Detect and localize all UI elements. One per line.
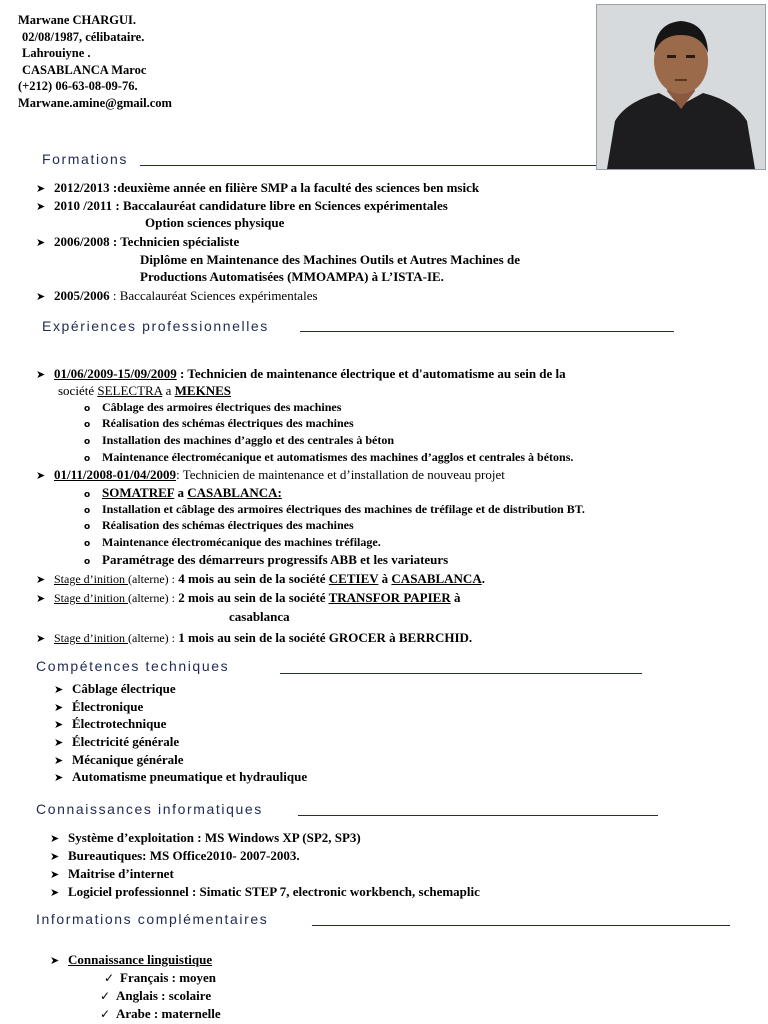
formation-item: ➤ 2006/2008 : Technicien spécialiste	[36, 234, 240, 249]
stage-item: ➤ Stage d’inition (alterne) : 1 mois au sein de la société GROCER à BERRCHID.	[36, 630, 473, 645]
section-rule-formations	[140, 165, 596, 166]
experience-task: o Réalisation des schémas électriques des machines	[84, 517, 354, 536]
arrow-bullet-icon: ➤	[54, 701, 64, 714]
arrow-bullet-icon: ➤	[36, 236, 46, 249]
experience-company-line: o SOMATREF a CASABLANCA:	[84, 484, 282, 504]
arrow-bullet-icon: ➤	[50, 886, 60, 899]
section-title-informatique: Connaissances informatiques	[36, 801, 263, 817]
arrow-bullet-icon: ➤	[36, 290, 46, 303]
language-item: ✓ Arabe : maternelle	[100, 1006, 221, 1021]
checkmark-icon: ✓	[100, 989, 111, 1003]
circle-bullet-icon: o	[84, 557, 91, 567]
competence-item: ➤ Automatisme pneumatique et hydraulique	[54, 769, 308, 784]
profile-photo	[596, 4, 766, 170]
arrow-bullet-icon: ➤	[36, 632, 46, 645]
competence-item: ➤ Électrotechnique	[54, 716, 167, 731]
experience-company-line: société SELECTRA a MEKNES	[58, 383, 231, 398]
arrow-bullet-icon: ➤	[50, 868, 60, 881]
informatique-item: ➤ Maitrise d’internet	[50, 866, 174, 881]
circle-bullet-icon: o	[84, 404, 91, 414]
checkmark-icon: ✓	[100, 1007, 111, 1021]
section-title-experiences: Expériences professionnelles	[42, 318, 269, 334]
experience-item: ➤ 01/11/2008-01/04/2009: Technicien de maintenance et d’installation de nouveau projet	[36, 467, 505, 482]
contact-address-line-1: Lahrouiyne .	[22, 46, 91, 60]
circle-bullet-icon: o	[84, 454, 91, 464]
section-title-complementaires: Informations complémentaires	[36, 911, 269, 927]
contact-name: Marwane CHARGUI.	[18, 13, 137, 27]
section-title-competences: Compétences techniques	[36, 658, 230, 674]
informatique-item: ➤ Logiciel professionnel : Simatic STEP 7, electronic workbench, schemaplic	[50, 884, 480, 899]
arrow-bullet-icon: ➤	[36, 182, 46, 195]
informatique-item: ➤ Système d’exploitation : MS Windows XP (SP2, SP3)	[50, 830, 361, 845]
experience-task: o Installation et câblage des armoires électriques des machines de tréfilage et de distribution BT.	[84, 501, 585, 520]
competence-item: ➤ Câblage électrique	[54, 681, 176, 696]
formation-detail: Diplôme en Maintenance des Machines Outils et Autres Machines de	[140, 252, 520, 267]
stage-city: casablanca	[229, 609, 290, 624]
arrow-bullet-icon: ➤	[36, 200, 46, 213]
circle-bullet-icon: o	[84, 539, 91, 549]
competence-item: ➤ Mécanique générale	[54, 752, 184, 767]
arrow-bullet-icon: ➤	[36, 573, 46, 586]
experience-task: o Réalisation des schémas électriques des machines	[84, 415, 354, 434]
formation-item: ➤ 2012/2013 :deuxième année en filière SMP a la faculté des sciences ben msick	[36, 180, 480, 195]
portrait-image	[597, 5, 765, 169]
experience-item: ➤ 01/06/2009-15/09/2009 : Technicien de maintenance électrique et d'automatisme au sein de la	[36, 366, 566, 381]
contact-phone: (+212) 06-63-08-09-76.	[18, 79, 138, 93]
circle-bullet-icon: o	[84, 490, 91, 500]
circle-bullet-icon: o	[84, 522, 91, 532]
experience-task: o Câblage des armoires électriques des machines	[84, 399, 341, 418]
contact-birth: 02/08/1987, célibataire.	[22, 29, 145, 44]
formation-detail: Productions Automatisées (MMOAMPA) à L’ISTA-IE.	[140, 269, 444, 284]
formation-detail: Option sciences physique	[145, 215, 285, 230]
formation-item: ➤ 2005/2006 : Baccalauréat Sciences expérimentales	[36, 288, 318, 303]
arrow-bullet-icon: ➤	[50, 954, 60, 967]
circle-bullet-icon: o	[84, 506, 91, 516]
arrow-bullet-icon: ➤	[54, 754, 64, 767]
stage-item: ➤ Stage d’inition (alterne) : 2 mois au sein de la société TRANSFOR PAPIER à	[36, 590, 461, 605]
arrow-bullet-icon: ➤	[54, 718, 64, 731]
formation-item: ➤ 2010 /2011 : Baccalauréat candidature libre en Sciences expérimentales	[36, 198, 448, 213]
experience-task: o Installation des machines d’agglo et des centrales à béton	[84, 432, 394, 451]
arrow-bullet-icon: ➤	[54, 683, 64, 696]
arrow-bullet-icon: ➤	[36, 592, 46, 605]
competence-item: ➤ Électricité générale	[54, 734, 180, 749]
checkmark-icon: ✓	[104, 971, 115, 985]
language-item: ✓ Anglais : scolaire	[100, 988, 212, 1003]
arrow-bullet-icon: ➤	[50, 832, 60, 845]
contact-address-line-2: CASABLANCA Maroc	[22, 62, 147, 77]
arrow-bullet-icon: ➤	[50, 850, 60, 863]
section-title-formations: Formations	[42, 151, 129, 167]
experience-task: o Maintenance électromécanique des machines tréfilage.	[84, 534, 381, 553]
language-item: ✓ Français : moyen	[104, 970, 217, 985]
section-rule-experiences	[300, 331, 674, 332]
circle-bullet-icon: o	[84, 420, 91, 430]
circle-bullet-icon: o	[84, 437, 91, 447]
section-rule-informatique	[298, 815, 658, 816]
arrow-bullet-icon: ➤	[36, 469, 46, 482]
arrow-bullet-icon: ➤	[54, 736, 64, 749]
informatique-item: ➤ Bureautiques: MS Office2010- 2007-2003.	[50, 848, 300, 863]
experience-task: o Paramétrage des démarreurs progressifs ABB et les variateurs	[84, 551, 448, 571]
languages-heading: ➤ Connaissance linguistique	[50, 952, 213, 967]
arrow-bullet-icon: ➤	[36, 368, 46, 381]
arrow-bullet-icon: ➤	[54, 771, 64, 784]
contact-email: Marwane.amine@gmail.com	[18, 95, 172, 110]
contact-block	[18, 12, 172, 111]
experience-task: o Maintenance électromécanique et automatismes des machines d’agglos et centrales à bétons.	[84, 449, 573, 468]
competence-item: ➤ Électronique	[54, 699, 144, 714]
section-rule-competences	[280, 673, 642, 674]
section-rule-complementaires	[312, 925, 730, 926]
stage-item: ➤ Stage d’inition (alterne) : 4 mois au sein de la société CETIEV à CASABLANCA.	[36, 571, 485, 586]
